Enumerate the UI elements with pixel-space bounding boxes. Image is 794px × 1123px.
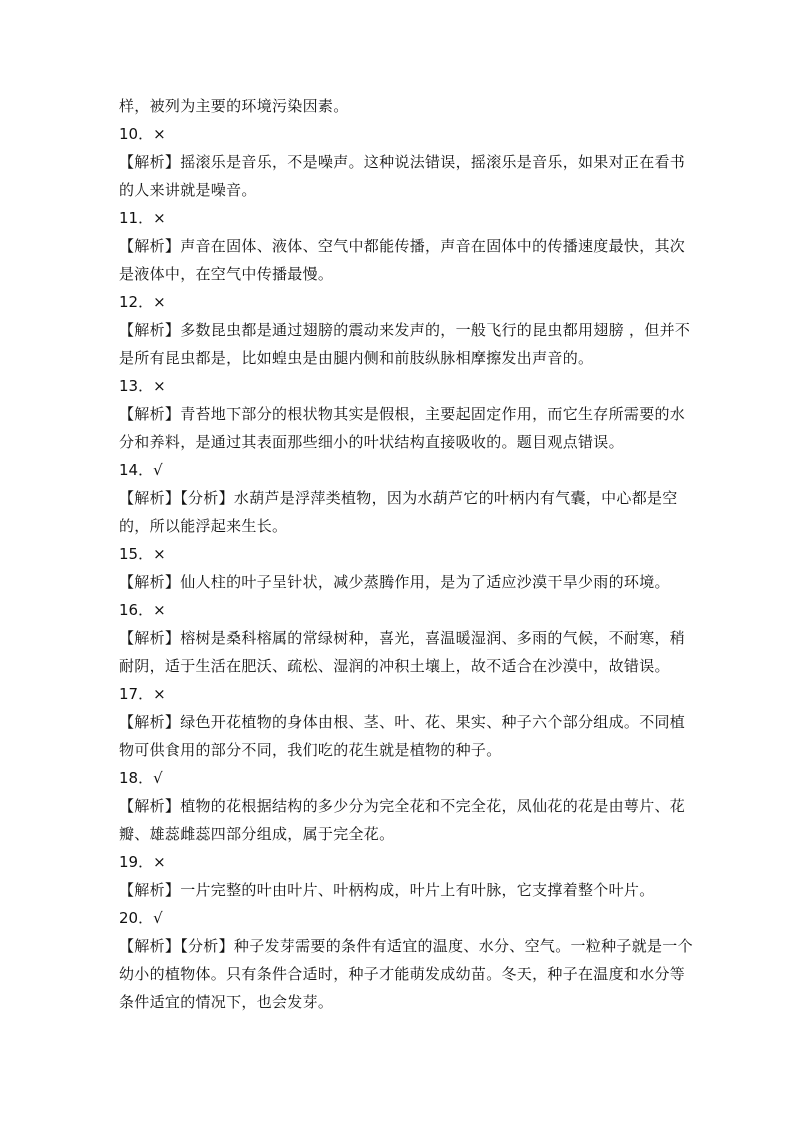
answer-explanations (119, 92, 693, 1016)
answer-number: 18．√ (119, 769, 163, 787)
text-line: 耐阴，适于生活在肥沃、疏松、湿润的冲积土壤上，故不适合在沙漠中，故错误。 (119, 657, 670, 675)
text-line: 瓣、雄蕊雌蕊四部分组成，属于完全花。 (119, 825, 395, 843)
answer-number: 20．√ (119, 909, 163, 927)
answer-number: 11．× (119, 209, 166, 227)
text-line: 是液体中，在空气中传播最慢。 (119, 265, 334, 283)
text-line: 【解析】【分析】水葫芦是浮萍类植物，因为水葫芦它的叶柄内有气囊，中心都是空 (119, 489, 678, 507)
text-line: 【解析】摇滚乐是音乐，不是噪声。这种说法错误，摇滚乐是音乐，如果对正在看书 (119, 153, 686, 171)
text-line: 条件适宜的情况下，也会发芽。 (119, 993, 334, 1011)
text-line: 的人来讲就是噪音。 (119, 181, 257, 199)
text-line: 【解析】一片完整的叶由叶片、叶柄构成，叶片上有叶脉，它支撑着整个叶片。 (119, 881, 655, 899)
text-line: 【解析】【分析】种子发芽需要的条件有适宜的温度、水分、空气。一粒种子就是一个 (119, 937, 693, 955)
text-line: 【解析】青苔地下部分的根状物其实是假根，主要起固定作用，而它生存所需要的水 (119, 405, 686, 423)
answer-number: 14．√ (119, 461, 163, 479)
text-line: 物可供食用的部分不同，我们吃的花生就是植物的种子。 (119, 741, 502, 759)
answer-number: 12．× (119, 293, 166, 311)
answer-number: 16．× (119, 601, 166, 619)
answer-number: 15．× (119, 545, 166, 563)
text-line: 【解析】榕树是桑科榕属的常绿树种，喜光，喜温暖湿润、多雨的气候，不耐寒，稍 (119, 629, 686, 647)
answer-number: 13．× (119, 377, 166, 395)
text-line: 【解析】植物的花根据结构的多少分为完全花和不完全花，凤仙花的花是由萼片、花 (119, 797, 686, 815)
text-line: 样，被列为主要的环境污染因素。 (119, 97, 349, 115)
text-line: 【解析】声音在固体、液体、空气中都能传播，声音在固体中的传播速度最快，其次 (119, 237, 686, 255)
text-line: 【解析】绿色开花植物的身体由根、茎、叶、花、果实、种子六个部分组成。不同植 (119, 713, 686, 731)
text-line: 【解析】多数昆虫都是通过翅膀的震动来发声的，一般飞行的昆虫都用翅膀 ，但并不 (119, 321, 691, 339)
text-line: 的，所以能浮起来生长。 (119, 517, 288, 535)
answer-number: 19．× (119, 853, 166, 871)
text-line: 【解析】仙人柱的叶子呈针状，减少蒸腾作用，是为了适应沙漠干旱少雨的环境。 (119, 573, 670, 591)
answer-number: 17．× (119, 685, 166, 703)
text-line: 是所有昆虫都是，比如蝗虫是由腿内侧和前肢纵脉相摩擦发出声音的。 (119, 349, 594, 367)
text-line: 分和养料，是通过其表面那些细小的叶状结构直接吸收的。题目观点错误。 (119, 433, 624, 451)
answer-number: 10．× (119, 125, 166, 143)
text-line: 幼小的植物体。只有条件合适时，种子才能萌发成幼苗。冬天，种子在温度和水分等 (119, 965, 686, 983)
